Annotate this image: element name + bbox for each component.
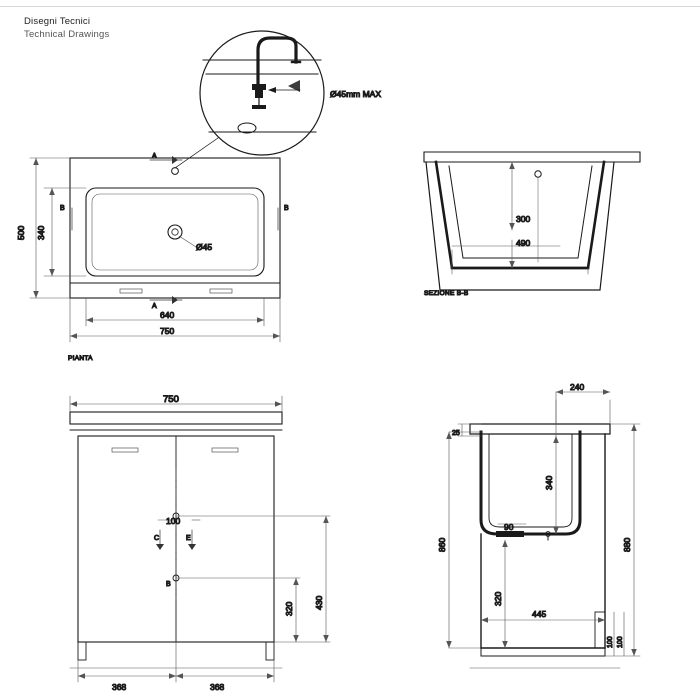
page-title-en: Technical Drawings <box>24 29 110 40</box>
side-dim-445: 445 <box>532 609 547 619</box>
plan-dim-640: 640 <box>160 310 175 320</box>
front-dim-430: 430 <box>314 595 324 610</box>
plan-mark-a-bottom: A <box>152 303 157 310</box>
front-elevation-view <box>70 412 282 668</box>
side-dim-340: 340 <box>544 475 554 490</box>
front-mark-c1: C <box>154 535 160 542</box>
plan-dim-depth-500: 500 <box>16 225 26 240</box>
plan-mark-b-right: B <box>284 205 289 212</box>
front-dim-368-right: 368 <box>210 682 225 692</box>
detail-leader-line <box>175 138 218 168</box>
plan-caption: PIANTA <box>68 355 93 362</box>
front-dim-100: 100 <box>166 516 181 526</box>
plan-dim-hole: Ø45 <box>196 242 213 252</box>
detail-callout-contents <box>203 38 321 133</box>
front-dim-368-left: 368 <box>112 682 127 692</box>
side-dim-880: 880 <box>622 537 632 552</box>
plan-mark-a-top: A <box>152 153 157 160</box>
side-dim-240: 240 <box>570 382 585 392</box>
side-dim-860: 860 <box>437 537 447 552</box>
side-dim-100-b: 100 <box>617 636 624 648</box>
section-dim-300: 300 <box>516 214 531 224</box>
side-dim-90: 90 <box>504 522 514 532</box>
page-title-it: Disegni Tecnici <box>24 16 91 27</box>
plan-mark-b-left: B <box>60 205 65 212</box>
front-dim-750: 750 <box>163 394 179 405</box>
side-dim-320: 320 <box>493 591 503 606</box>
front-dim-320: 320 <box>284 601 294 616</box>
side-section-view <box>470 424 620 668</box>
front-mark-c2: E <box>186 535 191 542</box>
side-dim-100-a: 100 <box>607 636 614 648</box>
plan-section-markers <box>72 156 278 304</box>
side-dim-25: 25 <box>452 430 460 437</box>
front-elevation-dimensions <box>70 396 330 682</box>
section-dim-490: 490 <box>516 238 531 248</box>
plan-view <box>70 158 280 298</box>
plan-dimensions <box>30 158 280 342</box>
section-bb-view <box>424 152 640 290</box>
section-bb-caption: SEZIONE B-B <box>424 290 469 297</box>
detail-label: Ø45mm MAX <box>330 89 382 99</box>
front-mark-b: B <box>166 581 171 588</box>
plan-dim-inner-340: 340 <box>36 225 46 240</box>
plan-dim-750: 750 <box>160 326 175 336</box>
